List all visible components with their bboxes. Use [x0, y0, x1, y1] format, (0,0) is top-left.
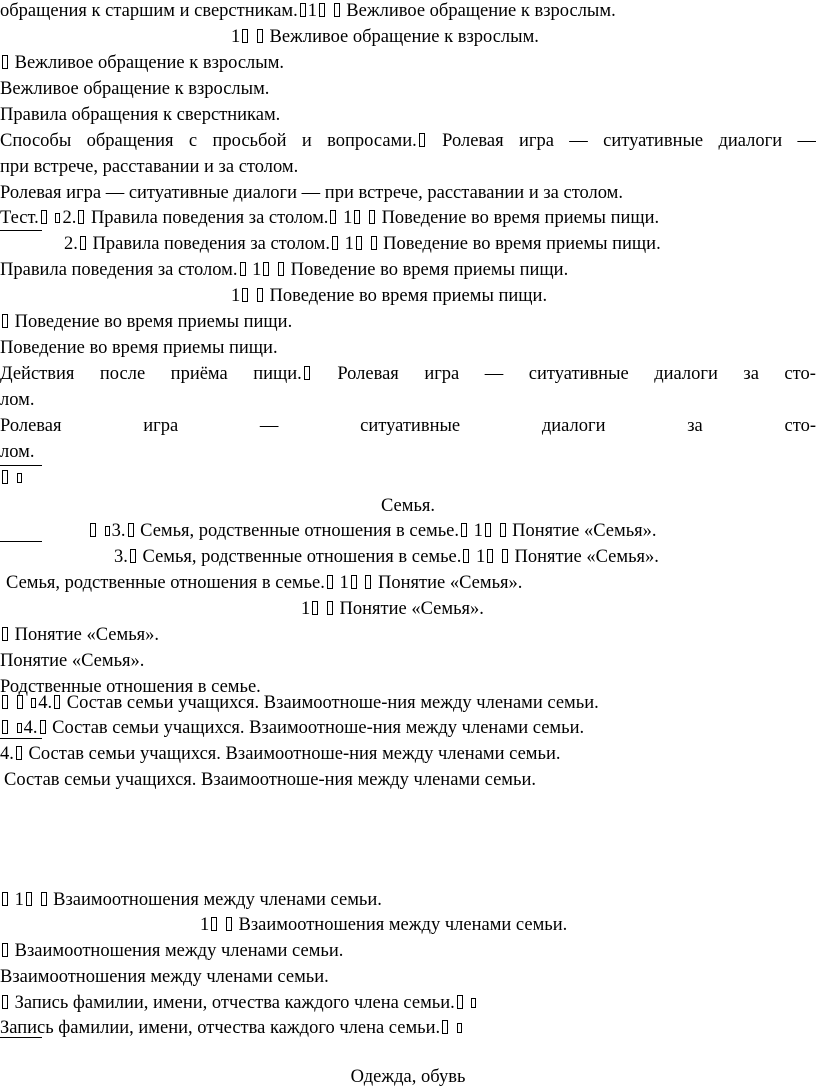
box-glyph-icon — [41, 892, 47, 906]
line-text: Состав семьи учащихся. Взаимоотноше-ния между членами семьи. — [52, 718, 584, 738]
line-text: Поведение во время приемы пищи. — [382, 208, 660, 228]
line-text: Правила обращения к сверстникам. — [0, 105, 280, 125]
text-line-13 — [0, 309, 816, 335]
text-line-35 — [0, 990, 816, 1016]
line-text: Состав семьи учащихся. Взаимоотноше-ния между членами семьи. — [4, 770, 536, 790]
word: Ролевая — [442, 128, 504, 154]
text-line-28 — [0, 715, 816, 741]
text-line-9 — [0, 205, 816, 231]
word: за — [743, 361, 759, 387]
item-number: 3. — [114, 547, 128, 567]
box-glyph-icon — [327, 575, 333, 589]
box-glyph-icon — [334, 3, 340, 17]
line-text: Правила поведения за столом. — [91, 208, 329, 228]
box-glyph-icon — [2, 627, 8, 641]
text-line-7 — [0, 154, 816, 180]
box-glyph-icon — [354, 210, 360, 224]
word: Ролевая — [337, 361, 399, 387]
box-glyph-icon — [90, 523, 96, 537]
word: за — [687, 413, 703, 439]
underline-rule — [0, 738, 42, 739]
word: ситуативные — [529, 361, 629, 387]
word: приёма — [171, 361, 228, 387]
text-line-12 — [0, 283, 816, 309]
item-number: 1 — [301, 599, 310, 619]
item-number: 1 — [474, 521, 483, 541]
box-glyph-icon — [54, 695, 60, 709]
test-label: Тест. — [0, 208, 39, 228]
word: игра — [143, 413, 178, 439]
text-line-22 — [0, 570, 816, 596]
item-number: 1 — [308, 1, 317, 21]
box-glyph-icon — [2, 943, 8, 957]
item-number: 2. — [62, 208, 76, 228]
word-with-box — [253, 361, 312, 387]
section-heading-clothes — [0, 1064, 816, 1090]
text-line-1 — [0, 0, 816, 24]
line-text: Понятие «Семья». — [340, 599, 484, 619]
line-text: Понятие «Семья». — [0, 651, 144, 671]
box-glyph-icon — [2, 314, 8, 328]
box-glyph-icon — [226, 917, 232, 931]
line-text: Семья, родственные отношения в семье. — [143, 547, 462, 567]
heading-text: Семья. — [381, 496, 435, 516]
item-number: 4. — [0, 744, 14, 764]
line-text: Вежливое обращение к взрослым. — [346, 1, 615, 21]
box-glyph-icon — [457, 1023, 462, 1033]
word-with-box — [327, 128, 427, 154]
box-glyph-icon — [457, 995, 463, 1009]
item-number: 1 — [476, 547, 485, 567]
item-number: 1 — [15, 890, 24, 910]
heading-text: Одежда, обувь — [351, 1067, 466, 1087]
line-text: Взаимоотношения между членами семьи. — [53, 890, 382, 910]
box-glyph-icon — [211, 917, 217, 931]
line-text: Родственные отношения в семье. — [0, 677, 261, 697]
word: сто- — [785, 413, 816, 439]
line-text: Семья, родственные отношения в семье. — [6, 573, 325, 593]
section-heading-family — [0, 493, 816, 519]
box-glyph-icon — [128, 523, 134, 537]
box-glyph-icon — [500, 523, 506, 537]
text-line-3 — [0, 50, 816, 76]
line-text: Запись фамилии, имени, отчества каждого члена семьи. — [15, 993, 455, 1013]
box-glyph-icon — [304, 366, 310, 380]
box-glyph-icon — [257, 29, 263, 43]
box-glyph-icon — [242, 288, 248, 302]
word: Ролевая — [0, 413, 62, 439]
item-number: 1 — [252, 260, 261, 280]
box-glyph-icon — [371, 236, 377, 250]
box-glyph-icon — [330, 210, 336, 224]
box-glyph-icon — [351, 575, 357, 589]
text-line-27 — [0, 690, 816, 716]
word: просьбой — [212, 128, 286, 154]
text-line-30 — [0, 767, 816, 793]
line-text: Понятие «Семья». — [15, 625, 159, 645]
box-glyph-icon — [485, 523, 491, 537]
line-text: лом. — [0, 442, 34, 462]
word: вопросами. — [327, 131, 417, 151]
box-glyph-icon — [442, 1020, 448, 1034]
text-line-25 — [0, 648, 816, 674]
word: игра — [519, 128, 554, 154]
item-number: 1 — [340, 573, 349, 593]
text-line-2 — [0, 24, 816, 50]
box-glyph-icon — [80, 236, 86, 250]
box-glyph-icon — [2, 995, 8, 1009]
box-glyph-icon — [17, 723, 22, 733]
text-line-33 — [0, 938, 816, 964]
line-text: Запись фамилии, имени, отчества каждого члена семьи. — [0, 1018, 440, 1038]
word: игра — [424, 361, 459, 387]
text-line-29 — [0, 741, 816, 767]
box-glyph-icon — [2, 720, 8, 734]
box-glyph-icon — [55, 213, 60, 223]
text-line-11 — [0, 257, 816, 283]
box-glyph-icon — [463, 549, 469, 563]
item-number: 4. — [24, 718, 38, 738]
box-glyph-icon — [240, 262, 246, 276]
line-text: Состав семьи учащихся. Взаимоотноше-ния между членами семьи. — [67, 693, 599, 713]
box-glyph-icon — [365, 575, 371, 589]
word: ситуативные — [360, 413, 460, 439]
box-glyph-icon — [332, 236, 338, 250]
text-line-34 — [0, 964, 816, 990]
box-glyph-icon — [26, 892, 32, 906]
box-glyph-icon — [312, 601, 318, 615]
line-text: Понятие «Семья». — [515, 547, 659, 567]
word: ситуативные — [603, 128, 703, 154]
text-line-31 — [0, 887, 816, 913]
text-line-4 — [0, 76, 816, 102]
text-line-5 — [0, 102, 816, 128]
box-glyph-icon — [17, 695, 23, 709]
box-glyph-icon — [41, 210, 47, 224]
line-text: Вежливое обращение к взрослым. — [15, 53, 284, 73]
box-glyph-icon — [2, 892, 8, 906]
word: — — [485, 361, 504, 387]
box-glyph-icon — [130, 549, 136, 563]
word: — — [260, 413, 279, 439]
word: Способы — [0, 128, 71, 154]
word: диалоги — [542, 413, 606, 439]
text-line-21 — [0, 544, 816, 570]
box-glyph-icon — [327, 601, 333, 615]
item-number: 2. — [64, 234, 78, 254]
box-glyph-icon — [263, 262, 269, 276]
box-glyph-icon — [17, 473, 22, 483]
box-glyph-icon — [2, 470, 8, 484]
text-line-24 — [0, 622, 816, 648]
line-text: Вежливое обращение к взрослым. — [270, 27, 539, 47]
word: и — [302, 128, 312, 154]
box-glyph-icon — [319, 3, 325, 17]
box-glyph-icon — [16, 746, 22, 760]
box-glyph-icon — [356, 236, 362, 250]
text-line-20 — [0, 518, 816, 544]
line-text: Ролевая игра — ситуативные диалоги — при встрече, расставании и за столом. — [0, 183, 623, 203]
box-glyph-icon — [40, 720, 46, 734]
item-number: 1 — [343, 208, 352, 228]
line-text: Правила поведения за столом. — [0, 260, 238, 280]
box-glyph-icon — [2, 55, 8, 69]
line-text: Вежливое обращение к взрослым. — [0, 79, 269, 99]
line-text: Понятие «Семья». — [512, 521, 656, 541]
box-glyph-icon — [31, 698, 36, 708]
box-glyph-icon — [461, 523, 467, 537]
box-glyph-icon — [105, 526, 110, 536]
line-text: Состав семьи учащихся. Взаимоотноше-ния между членами семьи. — [29, 744, 561, 764]
line-text: Взаимоотношения между членами семьи. — [239, 915, 568, 935]
box-glyph-icon — [471, 998, 476, 1008]
text-line-32 — [0, 912, 816, 938]
text-line-19 — [0, 465, 816, 491]
text-line-17 — [0, 413, 816, 439]
line-text: Взаимоотношения между членами семьи. — [15, 941, 344, 961]
line-text: обращения к старшим и сверстникам. — [0, 1, 298, 21]
underline-rule — [0, 1037, 42, 1038]
word: сто- — [784, 361, 815, 387]
text-line-14 — [0, 335, 816, 361]
box-glyph-icon — [242, 29, 248, 43]
line-text: Понятие «Семья». — [378, 573, 522, 593]
line-text: Поведение во время приемы пищи. — [270, 286, 548, 306]
word: после — [100, 361, 145, 387]
item-number: 1 — [345, 234, 354, 254]
line-text: Взаимоотношения между членами семьи. — [0, 967, 329, 987]
item-number: 1 — [231, 27, 240, 47]
line-text: Поведение во время приемы пищи. — [383, 234, 661, 254]
item-number: 1 — [231, 286, 240, 306]
text-line-15 — [0, 361, 816, 387]
box-glyph-icon — [369, 210, 375, 224]
word: с — [189, 128, 197, 154]
text-line-6 — [0, 128, 816, 154]
line-text: Поведение во время приемы пищи. — [291, 260, 569, 280]
line-text: Поведение во время приемы пищи. — [0, 338, 278, 358]
word: диалоги — [654, 361, 718, 387]
text-line-36 — [0, 1015, 816, 1041]
word: Действия — [0, 361, 74, 387]
word: обращения — [87, 128, 174, 154]
item-number: 3. — [112, 521, 126, 541]
word: — — [569, 128, 588, 154]
item-number: 4. — [38, 693, 52, 713]
box-glyph-icon — [278, 262, 284, 276]
text-line-16 — [0, 387, 816, 413]
text-line-18 — [0, 439, 816, 465]
box-glyph-icon — [300, 3, 306, 17]
line-text: Правила поведения за столом. — [93, 234, 331, 254]
text-line-23 — [0, 596, 816, 622]
text-line-10 — [0, 231, 816, 257]
box-glyph-icon — [487, 549, 493, 563]
text-line-8 — [0, 180, 816, 206]
line-text: Поведение во время приемы пищи. — [15, 312, 293, 332]
word: пищи. — [253, 364, 302, 384]
line-text: лом. — [0, 390, 34, 410]
box-glyph-icon — [2, 695, 8, 709]
box-glyph-icon — [257, 288, 263, 302]
underline-rule — [0, 465, 42, 466]
word: диалоги — [718, 128, 782, 154]
line-text: при встрече, расставании и за столом. — [0, 157, 298, 177]
box-glyph-icon — [502, 549, 508, 563]
box-glyph-icon — [78, 210, 84, 224]
word: — — [798, 128, 816, 154]
box-glyph-icon — [419, 133, 425, 147]
line-text: Семья, родственные отношения в семье. — [140, 521, 459, 541]
item-number: 1 — [200, 915, 209, 935]
